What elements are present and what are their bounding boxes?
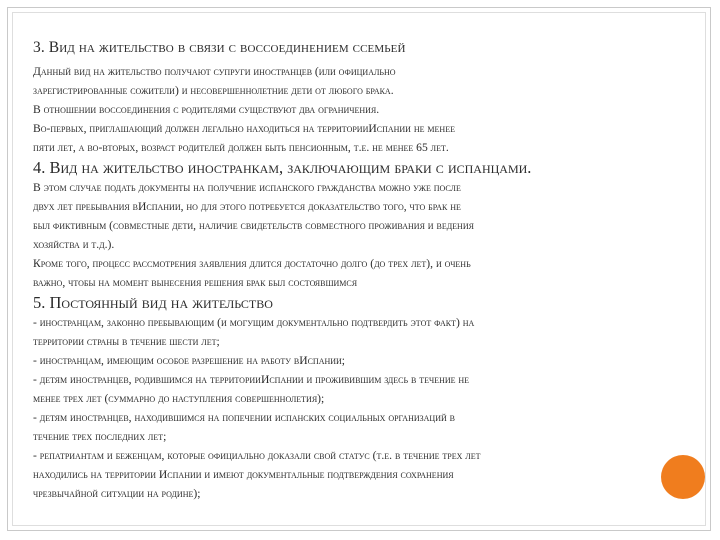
- section-4-line: был фиктивным (совместные дети, наличие свидетельств совместного проживания и ведения: [33, 219, 474, 232]
- section-5-line: - детям иностранцев, родившимся на территорииИспании и проживившим здесь в течение не: [33, 373, 470, 386]
- section-5-heading: 5. Постоянный вид на жительство: [33, 293, 273, 312]
- section-3-line: В отношении воссоединения с родителями существуют два ограничения.: [33, 103, 380, 116]
- section-5-line: менее трех лет (суммарно до наступления совершеннолетия);: [33, 392, 325, 405]
- section-4-line: В этом случае подать документы на получение испанского гражданства можно уже после: [33, 181, 461, 194]
- accent-circle: [661, 455, 705, 499]
- section-5-line: находились на территории Испании и имеют документальные подтверждения сохранения: [33, 468, 454, 481]
- section-5-line: территории страны в течение шести лет;: [33, 335, 220, 348]
- section-4-line: хозяйства и т.д.).: [33, 238, 115, 251]
- section-3-heading: 3. Вид на жительство в связи с воссоединением ссемьей: [33, 39, 406, 56]
- section-4-heading: 4. Вид на жительство иностранкам, заключающим браки с испанцами.: [33, 158, 532, 177]
- slide-content: [33, 38, 693, 503]
- section-5-line: чрезвычайной ситуации на родине);: [33, 487, 201, 500]
- section-3-line: пяти лет, а во-вторых, возраст родителей должен быть пенсионным, т.е. не менее 65 лет.: [33, 141, 449, 154]
- section-5-line: - иностранцам, имеющим особое разрешение на работу вИспании;: [33, 354, 346, 367]
- section-3-line: зарегистрированные сожители) и несовершеннолетние дети от любого брака.: [33, 84, 394, 97]
- section-4-line: двух лет пребывания вИспании, но для этого потребуется доказательство того, что брак не: [33, 200, 461, 213]
- section-5-line: - иностранцам, законно пребывающим (и могущим документально подтвердить этот факт) на: [33, 316, 475, 329]
- section-5-line: - детям иностранцев, находившимся на попечении испанских социальных организаций в: [33, 411, 455, 424]
- section-5-line: течение трех последних лет;: [33, 430, 167, 443]
- section-3-line: Во-первых, приглашающий должен легально находиться на территорииИспании не менее: [33, 122, 455, 135]
- section-5-line: - репатриантам и беженцам, которые официально доказали свой статус (т.е. в течение трех лет: [33, 449, 481, 462]
- section-3-line: Данный вид на жительство получают супруги иностранцев (или официально: [33, 65, 396, 78]
- section-4-line: Кроме того, процесс рассмотрения заявления длится достаточно долго (до трех лет), и очень: [33, 257, 471, 270]
- section-4-line: важно, чтобы на момент вынесения решения брак был состоявшимся: [33, 276, 358, 289]
